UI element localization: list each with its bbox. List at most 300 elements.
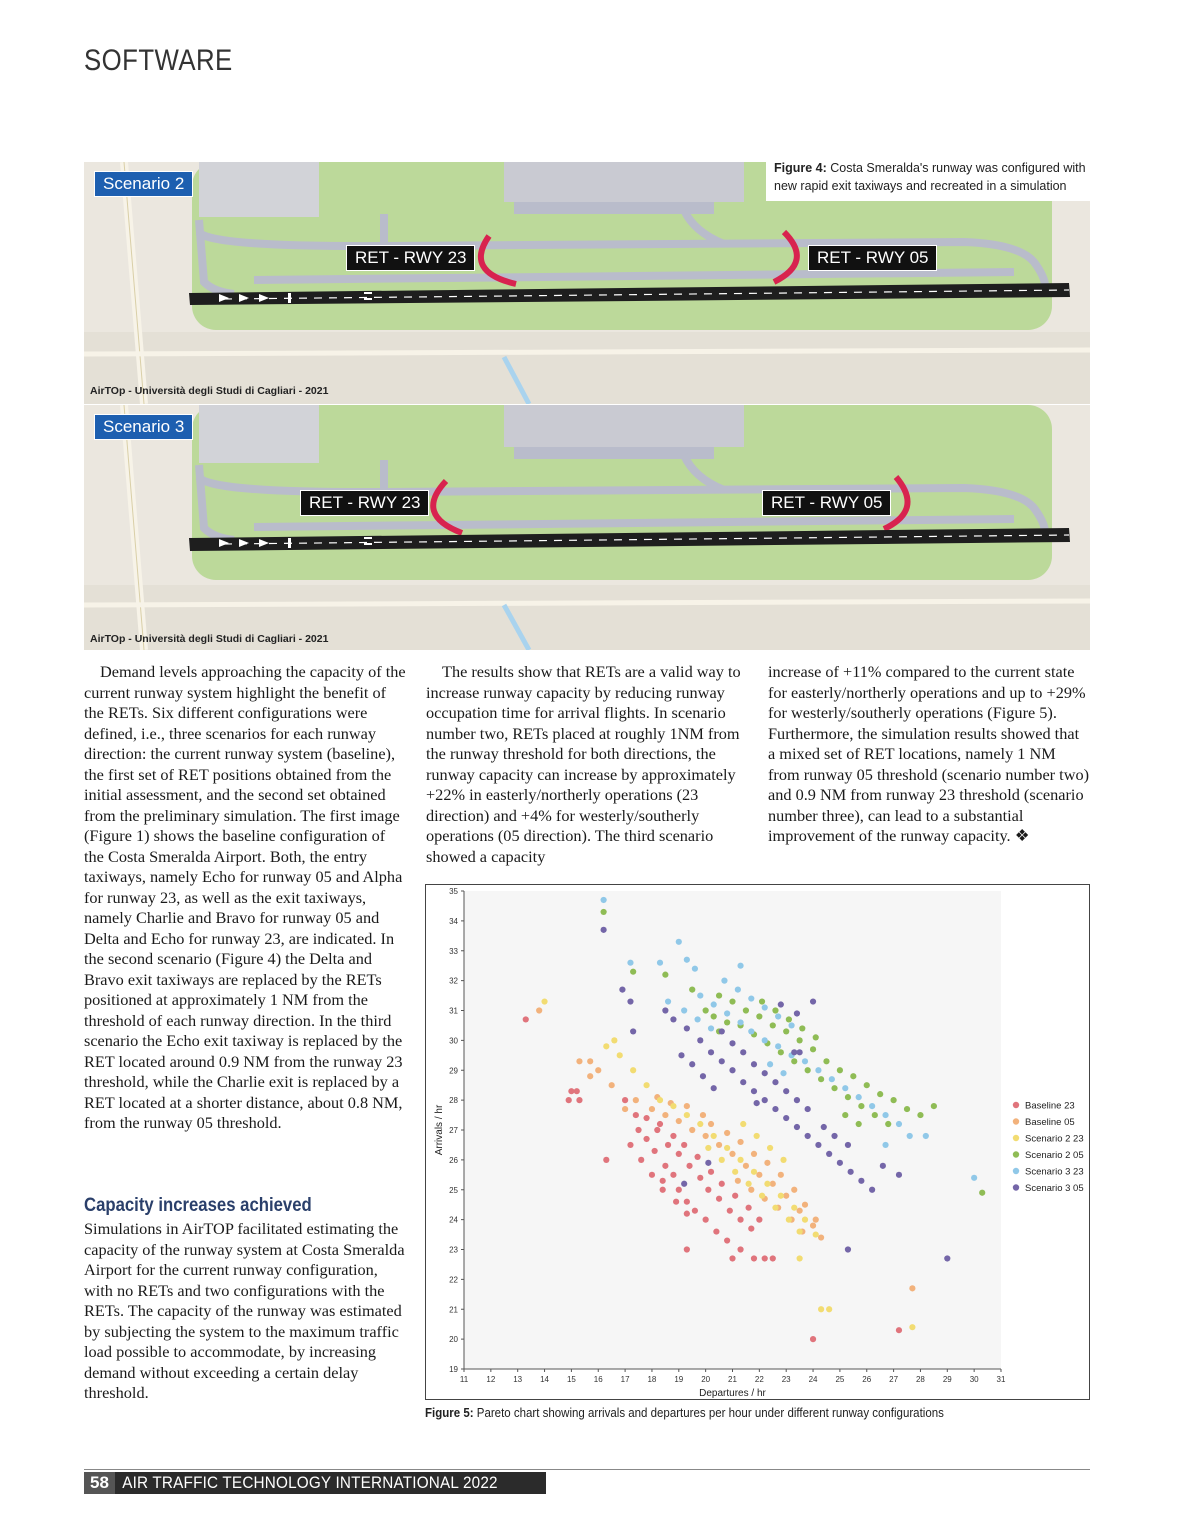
- data-point: [797, 1049, 803, 1055]
- scenario-label: Scenario 3: [94, 414, 193, 440]
- data-point: [869, 1103, 875, 1109]
- x-tick-label: 16: [593, 1375, 603, 1384]
- data-point: [818, 1306, 824, 1312]
- legend-marker: [1013, 1102, 1019, 1108]
- data-point: [751, 1169, 757, 1175]
- data-point: [643, 1136, 649, 1142]
- data-point: [729, 1255, 735, 1261]
- y-tick-label: 21: [449, 1305, 458, 1315]
- data-point: [630, 1067, 636, 1073]
- legend-label: Scenario 3 05: [1025, 1183, 1084, 1194]
- figure4-caption-text: Costa Smeralda's runway was configured with new rapid exit taxiways and recreated in a simulation: [774, 161, 1086, 193]
- legend-marker: [1013, 1168, 1019, 1174]
- x-tick-label: 29: [942, 1375, 952, 1384]
- page-number: 58: [84, 1472, 115, 1494]
- data-point: [896, 1327, 902, 1333]
- data-point: [735, 986, 741, 992]
- scenario-label: Scenario 2: [94, 171, 193, 197]
- data-point: [783, 1088, 789, 1094]
- data-point: [845, 1142, 851, 1148]
- data-point: [643, 1115, 649, 1121]
- data-point: [684, 1211, 690, 1217]
- data-point: [772, 1106, 778, 1112]
- legend-label: Scenario 3 23: [1025, 1166, 1084, 1178]
- data-point: [885, 1121, 891, 1127]
- data-point: [764, 1181, 770, 1187]
- data-point: [705, 1160, 711, 1166]
- data-point: [684, 1103, 690, 1109]
- x-tick-label: 18: [647, 1375, 657, 1384]
- data-point: [772, 1079, 778, 1085]
- data-point: [729, 1151, 735, 1157]
- data-point: [619, 986, 625, 992]
- data-point: [654, 1127, 660, 1133]
- data-point: [697, 992, 703, 998]
- data-point: [740, 1049, 746, 1055]
- data-point: [791, 1205, 797, 1211]
- y-tick-label: 23: [449, 1245, 458, 1255]
- legend-marker: [1013, 1184, 1019, 1190]
- data-point: [831, 1085, 837, 1091]
- data-point: [638, 1157, 644, 1163]
- data-point: [797, 1208, 803, 1214]
- legend-marker: [1013, 1118, 1019, 1124]
- data-point: [611, 1037, 617, 1043]
- data-point: [770, 1181, 776, 1187]
- y-tick-label: 33: [449, 946, 458, 956]
- data-point: [665, 1142, 671, 1148]
- page-footer: [84, 1472, 546, 1494]
- data-point: [686, 1163, 692, 1169]
- data-point: [635, 1127, 641, 1133]
- data-point: [622, 1097, 628, 1103]
- data-point: [821, 1124, 827, 1130]
- data-point: [971, 1175, 977, 1181]
- x-tick-label: 13: [513, 1375, 523, 1384]
- data-point: [743, 1163, 749, 1169]
- data-point: [681, 1142, 687, 1148]
- data-point: [788, 1022, 794, 1028]
- data-point: [732, 1169, 738, 1175]
- data-point: [684, 1025, 690, 1031]
- data-point: [711, 1133, 717, 1139]
- section-label: SOFTWARE: [84, 44, 233, 77]
- data-point: [791, 1049, 797, 1055]
- data-point: [783, 1028, 789, 1034]
- data-point: [805, 1067, 811, 1073]
- data-point: [778, 1049, 784, 1055]
- data-point: [751, 1255, 757, 1261]
- pareto-scatter-chart: [426, 885, 1089, 1399]
- article-column-3: [768, 662, 1090, 847]
- data-point: [676, 1118, 682, 1124]
- data-point: [721, 978, 727, 984]
- ret-rwy05-label: RET - RWY 05: [762, 490, 891, 516]
- ret-rwy05-label: RET - RWY 05: [808, 245, 937, 271]
- data-point: [595, 1067, 601, 1073]
- data-point: [711, 1013, 717, 1019]
- figure4-map-scenario3: [84, 405, 1090, 650]
- data-point: [684, 957, 690, 963]
- data-point: [681, 1181, 687, 1187]
- figure5-caption-label: Figure 5:: [425, 1406, 474, 1420]
- data-point: [601, 897, 607, 903]
- data-point: [880, 1163, 886, 1169]
- data-point: [662, 1007, 668, 1013]
- data-point: [727, 1208, 733, 1214]
- data-point: [719, 1028, 725, 1034]
- data-point: [756, 1217, 762, 1223]
- data-point: [805, 1133, 811, 1139]
- data-point: [770, 1255, 776, 1261]
- data-point: [770, 1022, 776, 1028]
- data-point: [622, 1106, 628, 1112]
- y-tick-label: 25: [449, 1185, 458, 1195]
- x-tick-label: 12: [486, 1375, 496, 1384]
- data-point: [697, 1175, 703, 1181]
- data-point: [837, 1160, 843, 1166]
- ret-rwy23-label: RET - RWY 23: [346, 245, 475, 271]
- y-tick-label: 34: [449, 916, 458, 926]
- data-point: [775, 1043, 781, 1049]
- y-tick-label: 22: [449, 1275, 458, 1285]
- data-point: [719, 1157, 725, 1163]
- y-tick-label: 30: [449, 1036, 458, 1046]
- data-point: [617, 1052, 623, 1058]
- data-point: [904, 1106, 910, 1112]
- data-point: [700, 1112, 706, 1118]
- data-point: [568, 1088, 574, 1094]
- article-column-1: [84, 662, 406, 1134]
- data-point: [657, 1097, 663, 1103]
- data-point: [802, 1217, 808, 1223]
- x-tick-label: 24: [808, 1375, 818, 1384]
- x-tick-label: 14: [540, 1375, 550, 1384]
- data-point: [601, 927, 607, 933]
- data-point: [882, 1112, 888, 1118]
- paragraph: Demand levels approaching the capacity of the current runway system highlight the benefit of the RETs. Six different configurations were defined, i.e., three scenarios for each runway direction: the current runway system (baseline), the first set of RET positions obtained from the initial assessment, and the second set obtained from the preliminary simulation. The first image (Figure 1) shows the baseline configuration of the Costa Smeralda Airport. Both, the entry taxiways, namely Echo for runway 05 and Alpha for runway 23, as well as the exit taxiways, namely Charlie and Bravo for runway 05 and Delta and Echo for runway 23, are indicated. In the second scenario (Figure 4) the Delta and Bravo exit taxiways are replaced by the RETs positioned at approximately 1 NM from the threshold of each runway direction. In the third scenario the Echo exit taxiway is replaced by the RET located around 0.9 NM from the runway 23 threshold, while the Charlie exit is replaced by a RET located at a shorter distance, about 0.8 NM, from the runway 05 threshold.: [84, 662, 406, 1132]
- data-point: [657, 960, 663, 966]
- data-point: [692, 1208, 698, 1214]
- data-point: [759, 1193, 765, 1199]
- data-point: [751, 1088, 757, 1094]
- data-point: [848, 1169, 854, 1175]
- data-point: [891, 1097, 897, 1103]
- data-point: [802, 1058, 808, 1064]
- data-point: [729, 1040, 735, 1046]
- data-point: [896, 1172, 902, 1178]
- y-tick-label: 29: [449, 1066, 458, 1076]
- data-point: [719, 1058, 725, 1064]
- data-point: [837, 1067, 843, 1073]
- data-point: [810, 1223, 816, 1229]
- data-point: [603, 1043, 609, 1049]
- data-point: [716, 1196, 722, 1202]
- data-point: [759, 998, 765, 1004]
- ret-rwy23-label: RET - RWY 23: [300, 490, 429, 516]
- data-point: [783, 1193, 789, 1199]
- data-point: [676, 1187, 682, 1193]
- y-tick-label: 32: [449, 976, 458, 986]
- data-point: [536, 1007, 542, 1013]
- data-point: [778, 1172, 784, 1178]
- data-point: [649, 1172, 655, 1178]
- data-point: [729, 998, 735, 1004]
- data-point: [818, 1076, 824, 1082]
- data-point: [652, 1148, 658, 1154]
- x-tick-label: 11: [459, 1375, 469, 1384]
- data-point: [858, 1103, 864, 1109]
- data-point: [805, 1106, 811, 1112]
- data-point: [909, 1324, 915, 1330]
- data-point: [719, 1181, 725, 1187]
- data-point: [689, 1127, 695, 1133]
- data-point: [764, 1160, 770, 1166]
- data-point: [703, 1133, 709, 1139]
- data-point: [737, 1139, 743, 1145]
- x-tick-label: 31: [996, 1375, 1006, 1384]
- data-point: [762, 1037, 768, 1043]
- data-point: [762, 1070, 768, 1076]
- data-point: [711, 1085, 717, 1091]
- article-column-2: [426, 662, 748, 867]
- data-point: [775, 1013, 781, 1019]
- y-tick-label: 28: [449, 1096, 458, 1106]
- data-point: [740, 1079, 746, 1085]
- x-tick-label: 23: [781, 1375, 791, 1384]
- data-point: [856, 1094, 862, 1100]
- data-point: [815, 1142, 821, 1148]
- data-point: [630, 1028, 636, 1034]
- data-point: [724, 1130, 730, 1136]
- data-point: [692, 966, 698, 972]
- data-point: [797, 1228, 803, 1234]
- data-point: [678, 1052, 684, 1058]
- paragraph: increase of +11% compared to the current state for easterly/northerly operations and up to +29% for westerly/southerly operations (Figure 5). Furthermore, the simulation results showed that a mixed set of RET locations, namely 1 NM from runway 05 threshold (scenario number two) and 0.9 NM from runway 23 threshold (scenario number three), can lead to a substantial improvement of the runway capacity. ❖: [768, 662, 1090, 845]
- data-point: [856, 1121, 862, 1127]
- data-point: [689, 1061, 695, 1067]
- y-tick-label: 35: [449, 887, 458, 896]
- data-point: [751, 1061, 757, 1067]
- data-point: [705, 1187, 711, 1193]
- data-point: [694, 1154, 700, 1160]
- data-point: [587, 1073, 593, 1079]
- figure5-chart: [425, 884, 1090, 1400]
- data-point: [831, 1133, 837, 1139]
- data-point: [979, 1190, 985, 1196]
- data-point: [842, 1112, 848, 1118]
- data-point: [799, 1025, 805, 1031]
- data-point: [716, 1142, 722, 1148]
- paragraph: The results show that RETs are a valid way to increase runway capacity by reducing runway occupation time for arrival flights. In scenario number two, RETs placed at roughly 1NM from the runway threshold for both directions, the runway capacity can increase by approximately +22% in easterly/northerly operations (23 direction) and +4% for westerly/southerly operations (05 direction). The third scenario showed a capacity: [426, 662, 741, 866]
- paragraph: Simulations in AirTOP facilitated estimating the capacity of the runway system at Costa Smeralda Airport for the current runway configuration, with no RETs and two configurations with the RETs. The capacity of the runway was estimated by subjecting the system to the maximum traffic load possible to accommodate, by increasing demand without exceeding a certain delay threshold.: [84, 1219, 405, 1402]
- data-point: [815, 1067, 821, 1073]
- x-tick-label: 30: [969, 1375, 979, 1384]
- data-point: [703, 1217, 709, 1223]
- data-point: [627, 998, 633, 1004]
- x-tick-label: 17: [620, 1375, 630, 1384]
- data-point: [754, 1100, 760, 1106]
- data-point: [697, 1121, 703, 1127]
- data-point: [724, 1237, 730, 1243]
- data-point: [713, 1228, 719, 1234]
- data-point: [748, 1028, 754, 1034]
- data-point: [797, 1255, 803, 1261]
- data-point: [786, 1217, 792, 1223]
- data-point: [743, 1007, 749, 1013]
- x-tick-label: 25: [835, 1375, 845, 1384]
- data-point: [576, 1097, 582, 1103]
- data-point: [576, 1058, 582, 1064]
- data-point: [845, 1246, 851, 1252]
- data-point: [670, 1133, 676, 1139]
- data-point: [737, 963, 743, 969]
- x-axis-label: Departures / hr: [699, 1388, 766, 1399]
- data-point: [810, 1336, 816, 1342]
- data-point: [813, 1231, 819, 1237]
- x-tick-label: 21: [728, 1375, 737, 1384]
- data-point: [756, 1172, 762, 1178]
- y-tick-label: 31: [449, 1006, 458, 1016]
- data-point: [864, 1082, 870, 1088]
- data-point: [662, 1163, 668, 1169]
- data-point: [670, 1016, 676, 1022]
- data-point: [746, 1181, 752, 1187]
- x-tick-label: 28: [915, 1375, 925, 1384]
- x-tick-label: 22: [754, 1375, 764, 1384]
- data-point: [772, 1007, 778, 1013]
- data-point: [748, 995, 754, 1001]
- x-tick-label: 27: [889, 1375, 899, 1384]
- data-point: [737, 1157, 743, 1163]
- y-tick-label: 27: [449, 1126, 458, 1135]
- data-point: [944, 1255, 950, 1261]
- data-point: [694, 1016, 700, 1022]
- data-point: [523, 1016, 529, 1022]
- data-point: [735, 1178, 741, 1184]
- legend-label: Scenario 2 05: [1025, 1150, 1084, 1161]
- data-point: [601, 909, 607, 915]
- data-point: [708, 1169, 714, 1175]
- data-point: [708, 1121, 714, 1127]
- y-tick-label: 20: [449, 1335, 458, 1345]
- figure4-caption: [766, 156, 1100, 201]
- data-point: [917, 1112, 923, 1118]
- x-tick-label: 15: [566, 1375, 576, 1384]
- data-point: [829, 1076, 835, 1082]
- y-axis-label: Arrivals / hr: [434, 1104, 445, 1156]
- data-point: [681, 1007, 687, 1013]
- data-point: [724, 1019, 730, 1025]
- data-point: [697, 1037, 703, 1043]
- data-point: [705, 1145, 711, 1151]
- data-point: [708, 1025, 714, 1031]
- data-point: [737, 1217, 743, 1223]
- data-point: [711, 1001, 717, 1007]
- data-point: [923, 1133, 929, 1139]
- data-point: [627, 960, 633, 966]
- y-tick-label: 19: [449, 1365, 458, 1374]
- subheading: Capacity increases achieved: [84, 1195, 312, 1216]
- data-point: [684, 1246, 690, 1252]
- data-point: [609, 1082, 615, 1088]
- data-point: [909, 1285, 915, 1291]
- data-point: [797, 1037, 803, 1043]
- legend-label: Scenario 2 23: [1025, 1133, 1084, 1145]
- data-point: [662, 1112, 668, 1118]
- data-point: [627, 1142, 633, 1148]
- legend-label: Baseline 05: [1025, 1117, 1075, 1128]
- legend-label: Baseline 23: [1025, 1100, 1075, 1112]
- data-point: [772, 1205, 778, 1211]
- data-point: [931, 1103, 937, 1109]
- data-point: [767, 1145, 773, 1151]
- data-point: [845, 1094, 851, 1100]
- data-point: [813, 1034, 819, 1040]
- data-point: [783, 1115, 789, 1121]
- data-point: [541, 998, 547, 1004]
- data-point: [737, 1019, 743, 1025]
- data-point: [676, 1151, 682, 1157]
- data-point: [826, 1306, 832, 1312]
- data-point: [676, 939, 682, 945]
- data-point: [657, 1121, 663, 1127]
- data-point: [842, 1085, 848, 1091]
- data-point: [762, 1255, 768, 1261]
- data-point: [665, 998, 671, 1004]
- data-point: [708, 1049, 714, 1055]
- map-credit: AirTOp - Università degli Studi di Cagliari - 2021: [90, 385, 329, 397]
- data-point: [907, 1133, 913, 1139]
- data-point: [818, 1234, 824, 1240]
- data-point: [684, 1199, 690, 1205]
- plot-area: [464, 891, 1001, 1369]
- data-point: [643, 1082, 649, 1088]
- data-point: [633, 1112, 639, 1118]
- data-point: [872, 1112, 878, 1118]
- data-point: [603, 1157, 609, 1163]
- data-point: [732, 1193, 738, 1199]
- data-point: [756, 1013, 762, 1019]
- data-point: [794, 1124, 800, 1130]
- data-point: [703, 1007, 709, 1013]
- data-point: [778, 1193, 784, 1199]
- data-point: [896, 1121, 902, 1127]
- data-point: [751, 1151, 757, 1157]
- data-point: [748, 1187, 754, 1193]
- data-point: [877, 1091, 883, 1097]
- data-point: [737, 1246, 743, 1252]
- y-tick-label: 24: [449, 1215, 458, 1225]
- data-point: [869, 1187, 875, 1193]
- data-point: [670, 1103, 676, 1109]
- data-point: [724, 1145, 730, 1151]
- publication-name: AIR TRAFFIC TECHNOLOGY INTERNATIONAL 2022: [122, 1473, 498, 1492]
- data-point: [649, 1106, 655, 1112]
- x-tick-label: 20: [701, 1375, 711, 1384]
- data-point: [778, 1001, 784, 1007]
- data-point: [810, 1046, 816, 1052]
- data-point: [633, 1097, 639, 1103]
- figure5-caption-text: Pareto chart showing arrivals and departures per hour under different runway configurations: [476, 1406, 944, 1420]
- data-point: [791, 1058, 797, 1064]
- figure5-caption: [425, 1406, 944, 1420]
- figure4-caption-label: Figure 4:: [774, 161, 827, 175]
- data-point: [566, 1097, 572, 1103]
- data-point: [748, 1225, 754, 1231]
- x-tick-label: 26: [862, 1375, 872, 1384]
- data-point: [762, 1004, 768, 1010]
